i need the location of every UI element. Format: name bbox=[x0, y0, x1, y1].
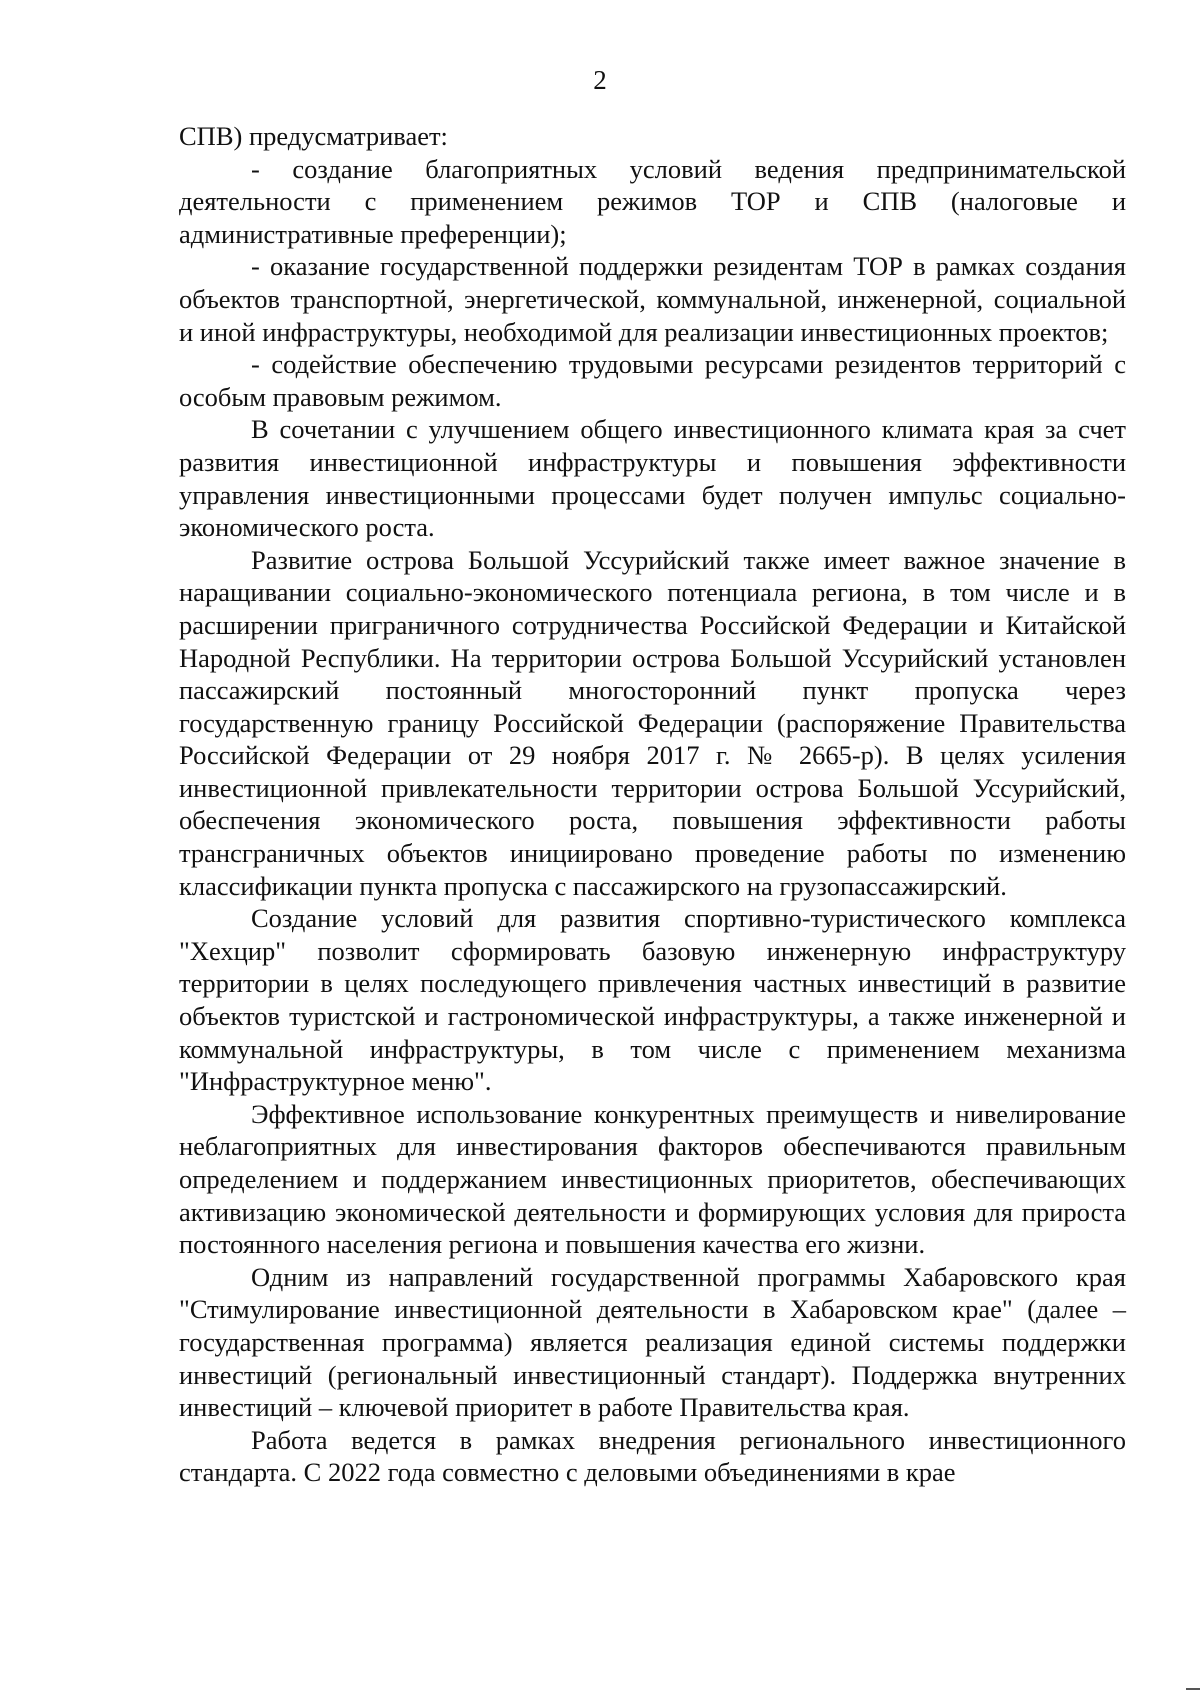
paragraph-regional-standard: Работа ведется в рамках внедрения регионального инвестиционного стандарта. С 2022 года совместно с деловыми объединениями в крае bbox=[179, 1424, 1126, 1488]
list-item-state-support: - оказание государственной поддержки резидентам ТОР в рамках создания объектов транспортной, энергетической, коммунальной, инженерной, социальной и иной инфраструктуры, необходимой для реализации инвестиционных проектов; bbox=[179, 251, 1126, 347]
paragraph-investment-climate: В сочетании с улучшением общего инвестиционного климата края за счет развития инвестиционной инфраструктуры и повышения эффективности управления инвестиционными процессами будет получен импульс социально-экономического роста. bbox=[179, 414, 1126, 543]
paragraph-competitive-advantages: Эффективное использование конкурентных преимуществ и нивелирование неблагоприятных для инвестирования факторов обеспечиваются правильным определением и поддержанием инвестиционных приоритетов, обеспечивающих активизацию экономической деятельности и формирующих условия для прироста постоянного населения региона и повышения качества его жизни. bbox=[179, 1098, 1126, 1260]
page-number: 2 bbox=[593, 65, 607, 95]
paragraph-bolshoy-ussuriysky: Развитие острова Большой Уссурийский также имеет важное значение в наращивании социально-экономического потенциала региона, в том числе и в расширении приграничного сотрудничества Российской Федерации и Китайской Народной Республики. На территории острова Большой Уссурийский установлен пассажирский постоянный многосторонний пункт пропуска через государственную границу Российской Федерации (распоряжение Правительства Российской Федерации от 29 ноября 2017 г. № 2665-р). В целях усиления инвестиционной привлекательности территории острова Большой Уссурийский, обеспечения экономического роста, повышения эффективности работы трансграничных объектов инициировано проведение работы по изменению классификации пункта пропуска с пассажирского на грузопассажирский. bbox=[179, 544, 1126, 901]
document-body bbox=[179, 120, 1126, 1489]
paragraph-state-program: Одним из направлений государственной программы Хабаровского края "Стимулирование инвестиционной деятельности в Хабаровском крае" (далее – государственная программа) является реализация единой системы поддержки инвестиций (региональный инвестиционный стандарт). Поддержка внутренних инвестиций – ключевой приоритет в работе Правительства края. bbox=[179, 1261, 1126, 1423]
list-item-labor-resources: - содействие обеспечению трудовыми ресурсами резидентов территорий с особым правовым режимом. bbox=[179, 349, 1126, 412]
paragraph-khekhtsir: Создание условий для развития спортивно-туристического комплекса "Хехцир" позволит сформировать базовую инженерную инфраструктуру территории в целях последующего привлечения частных инвестиций в развитие объектов туристской и гастрономической инфраструктуры, а также инженерной и коммунальной инфраструктуры, в том числе с применением механизма "Инфраструктурное меню". bbox=[179, 903, 1126, 1097]
paragraph-continuation: СПВ) предусматривает: bbox=[179, 121, 448, 151]
scan-edge-mark bbox=[1186, 1688, 1200, 1690]
list-item-favorable-conditions: - создание благоприятных условий ведения предпринимательской деятельности с применением режимов ТОР и СПВ (налоговые и административные преференции); bbox=[179, 153, 1126, 249]
